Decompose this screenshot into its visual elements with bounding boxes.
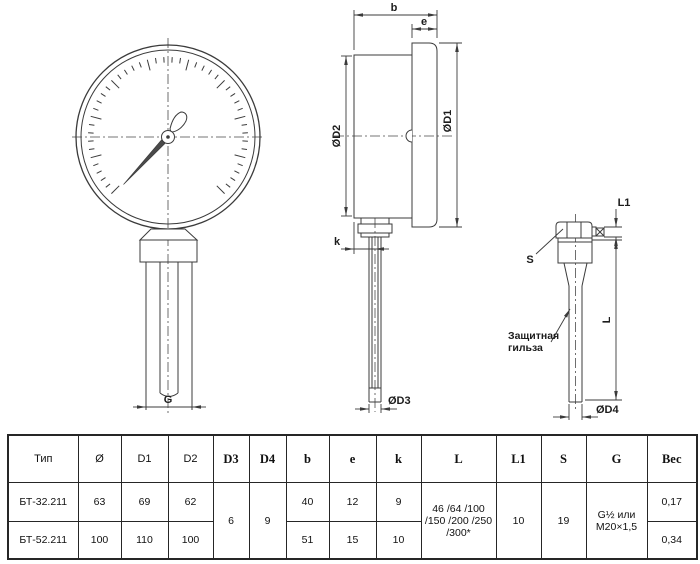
col-header-weight: Вес (647, 435, 697, 483)
cell-weight: 0,17 (647, 483, 697, 522)
dial-tick (89, 125, 94, 126)
dial-tick (231, 93, 236, 96)
dial-tick (217, 80, 225, 88)
cell-g-merged: G½ или M20×1,5 (586, 483, 647, 560)
label-b: b (390, 2, 398, 14)
dial-tick (97, 171, 102, 174)
needle-counterweight (170, 112, 187, 132)
col-header-dia: Ø (78, 435, 121, 483)
dial-tick (242, 149, 247, 150)
cell-l-merged: 46 /64 /100 /150 /200 /250 /300* (421, 483, 496, 560)
cell-d3-merged: 6 (213, 483, 249, 560)
label-e: e (420, 16, 428, 28)
cell-d1: 69 (121, 483, 168, 522)
dial-tick (238, 164, 243, 166)
well-taper-left (564, 263, 569, 286)
col-header-k: k (376, 435, 421, 483)
dial-tick (195, 62, 197, 67)
col-header-s: S (541, 435, 586, 483)
s-callout (526, 229, 563, 266)
gauge-needle (124, 134, 169, 185)
gauge-side-view (331, 2, 462, 413)
dial-tick (235, 116, 246, 119)
dial-tick (91, 155, 102, 158)
cell-b: 40 (286, 483, 329, 522)
col-header-b: b (286, 435, 329, 483)
dial-tick (231, 178, 236, 181)
case-body (354, 55, 412, 218)
col-header-d2: D2 (168, 435, 213, 483)
well-taper-right (582, 263, 587, 286)
dial-tick (209, 70, 212, 75)
col-header-d4: D4 (249, 435, 286, 483)
dimension-l (585, 240, 622, 400)
dial-tick (202, 66, 205, 71)
dial-tick (156, 58, 157, 63)
table-row (8, 483, 697, 522)
dial-tick (242, 125, 247, 126)
header-row (8, 435, 697, 483)
dial-tick (238, 108, 243, 110)
cell-weight: 0,34 (647, 522, 697, 560)
cell-dia: 63 (78, 483, 121, 522)
needle-hub-center (166, 135, 170, 139)
col-header-l: L (421, 435, 496, 483)
dial-tick (226, 87, 230, 90)
dial-tick (226, 184, 230, 187)
dimension-d4 (553, 404, 620, 420)
dimension-e (412, 16, 437, 38)
dial-tick (101, 93, 106, 96)
cell-type: БТ-52.211 (8, 522, 78, 560)
sleeve-callout (508, 309, 570, 354)
dial-tick (217, 186, 225, 194)
gauge-hex-nut (140, 240, 197, 262)
dial-tick (91, 116, 102, 119)
dial-tick (234, 171, 239, 174)
cell-l1-merged: 10 (496, 483, 541, 560)
dimension-d3 (355, 395, 411, 413)
sleeve-callout-line2: гильза (508, 342, 543, 354)
cell-k: 10 (376, 522, 421, 560)
label-l: L (601, 316, 613, 324)
dimension-d1 (439, 43, 462, 227)
cell-d1: 110 (121, 522, 168, 560)
label-g: G (163, 394, 173, 406)
dial-tick (139, 62, 141, 67)
dial-tick (235, 155, 246, 158)
label-d3: ØD3 (388, 395, 411, 407)
dial-tick (111, 80, 119, 88)
cell-d4-merged: 9 (249, 483, 286, 560)
cell-d2: 62 (168, 483, 213, 522)
label-k: k (333, 236, 341, 248)
label-l1: L1 (617, 197, 631, 209)
cell-e: 15 (329, 522, 376, 560)
col-header-d1: D1 (121, 435, 168, 483)
cell-d2: 100 (168, 522, 213, 560)
dial-tick (180, 58, 181, 63)
cell-e: 12 (329, 483, 376, 522)
dial-tick (93, 108, 98, 110)
label-d1: ØD1 (442, 109, 454, 133)
dial-tick (97, 101, 102, 104)
protective-well-view (508, 197, 630, 420)
cell-k: 9 (376, 483, 421, 522)
col-header-l1: L1 (496, 435, 541, 483)
dial-tick (118, 75, 121, 79)
col-header-d3: D3 (213, 435, 249, 483)
label-d2: ØD2 (331, 124, 343, 148)
gauge-front-view (72, 38, 264, 414)
dial-tick (147, 60, 150, 71)
dial-tick (106, 184, 110, 187)
dial-tick (132, 66, 135, 71)
cell-b: 51 (286, 522, 329, 560)
dial-tick (106, 87, 110, 90)
col-header-g: G (586, 435, 647, 483)
col-header-e: e (329, 435, 376, 483)
dial-tick (101, 178, 106, 181)
front-flange (412, 43, 437, 227)
col-header-type: Тип (8, 435, 78, 483)
gauge-neck-flare (140, 229, 197, 240)
cell-dia: 100 (78, 522, 121, 560)
dial-tick (111, 186, 119, 194)
sleeve-callout-line1: Защитная (508, 330, 560, 342)
dimension-g (133, 394, 206, 407)
cell-type: БТ-32.211 (8, 483, 78, 522)
dial-tick (186, 60, 189, 71)
cell-s-merged: 19 (541, 483, 586, 560)
dial-tick (124, 70, 127, 75)
spec-table (7, 434, 698, 560)
label-d4: ØD4 (596, 404, 619, 416)
label-s: S (526, 254, 534, 266)
dial-tick (234, 101, 239, 104)
dimension-l1 (604, 197, 630, 250)
case-bump (406, 130, 412, 142)
dial-tick (89, 149, 94, 150)
dial-tick (215, 75, 218, 79)
dial-tick (93, 164, 98, 166)
thread-stub (592, 227, 604, 236)
